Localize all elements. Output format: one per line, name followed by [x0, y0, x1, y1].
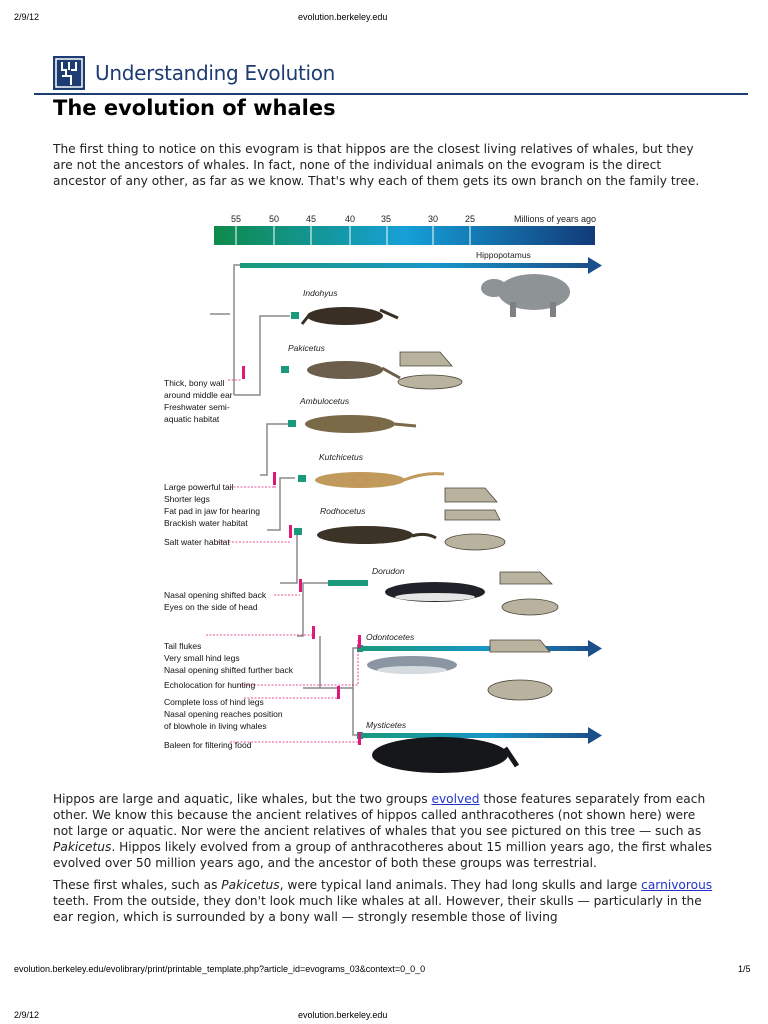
print-site: evolution.berkeley.edu [298, 12, 388, 22]
page-title: The evolution of whales [53, 96, 336, 120]
hippos-paragraph: Hippos are large and aquatic, like whales, but the two groups evolved those features separately from each other. We know this because the ancient relatives of hippos called anthracotheres (not shown here) were not large or aquatic. Nor were the ancient relatives of whales that you see pictured on this tree — such as Pakicetus. Hippos likely evolved from a group of anthracotheres about 15 million years ago, the first whales evolved over 50 million years ago, and the ancestor of both these groups was terrestrial. [53, 792, 712, 870]
print-footer-url: evolution.berkeley.edu/evolibrary/print/printable_template.php?article_id=evograms_03&context=0_0_0 [14, 964, 426, 974]
animal-name-dorudon: Dorudon [372, 566, 405, 576]
header-divider [34, 93, 748, 95]
trait-label: Complete loss of hind legs Nasal opening reaches position of blowhole in living whales [164, 697, 283, 731]
timeline-tick: 50 [269, 214, 280, 224]
next-page-date: 2/9/12 [14, 1010, 40, 1020]
timeline-tick: 40 [345, 214, 356, 224]
animal-name-ambulocetus: Ambulocetus [300, 396, 350, 406]
timeline-tick: 25 [465, 214, 476, 224]
animal-name-mysticetes: Mysticetes [366, 720, 407, 730]
print-date: 2/9/12 [14, 12, 40, 22]
odontocete-lineage-arrow [362, 646, 590, 651]
site-name[interactable]: Understanding Evolution [95, 61, 336, 85]
trait-label: Thick, bony wall around middle ear Freshwater semi- aquatic habitat [164, 378, 233, 424]
intro-paragraph: The first thing to notice on this evogram is that hippos are the closest living relatives of whales, but they are not the ancestors of whales. In fact, none of the individual animals on the evogram is the direct ancestor of any other, as far as we know. That's why each of them gets its own branch on the family tree. [53, 142, 700, 188]
trait-label: Salt water habitat [164, 537, 230, 547]
dorudon-branch [328, 580, 368, 586]
animal-name-kutchicetus: Kutchicetus [319, 452, 363, 462]
animal-name-rodhocetus: Rodhocetus [320, 506, 366, 516]
timeline-unit: Millions of years ago [514, 214, 597, 224]
print-page-number: 1/5 [738, 964, 751, 974]
timeline-tick: 30 [428, 214, 439, 224]
timeline-bar [214, 226, 595, 245]
animal-name-indohyus: Indohyus [303, 288, 338, 298]
timeline-tick: 35 [381, 214, 392, 224]
next-page-site: evolution.berkeley.edu [298, 1010, 388, 1020]
evolved-link[interactable]: evolved [431, 792, 480, 806]
carnivorous-link[interactable]: carnivorous [641, 878, 713, 892]
animal-illustrations [302, 274, 570, 773]
hippo-lineage-arrow [240, 263, 590, 268]
trait-label: Large powerful tail Shorter legs Fat pad in jaw for hearing Brackish water habitat [164, 482, 260, 528]
trait-label: Echolocation for hunting [164, 680, 256, 690]
timeline-tick: 45 [306, 214, 317, 224]
animal-name-pakicetus: Pakicetus [288, 343, 325, 353]
whale-evogram [150, 210, 610, 780]
timeline-tick: 55 [231, 214, 242, 224]
mysticete-lineage-arrow [362, 733, 590, 738]
trait-label: Tail flukes Very small hind legs Nasal opening shifted further back [164, 641, 293, 675]
trait-label: Nasal opening shifted back Eyes on the side of head [164, 590, 267, 612]
tree-logo-icon[interactable] [53, 56, 85, 90]
animal-name-odontocetes: Odontocetes [366, 632, 415, 642]
trait-label: Baleen for filtering food [164, 740, 252, 750]
animal-name-hippopotamus: Hippopotamus [476, 250, 531, 260]
first-whales-paragraph: These first whales, such as Pakicetus, were typical land animals. They had long skulls and large carnivorous teeth. From the outside, they don't look much like whales at all. However, their skulls — particularly in the ear region, which is surrounded by a bony wall — strongly resemble those of living [53, 878, 713, 924]
